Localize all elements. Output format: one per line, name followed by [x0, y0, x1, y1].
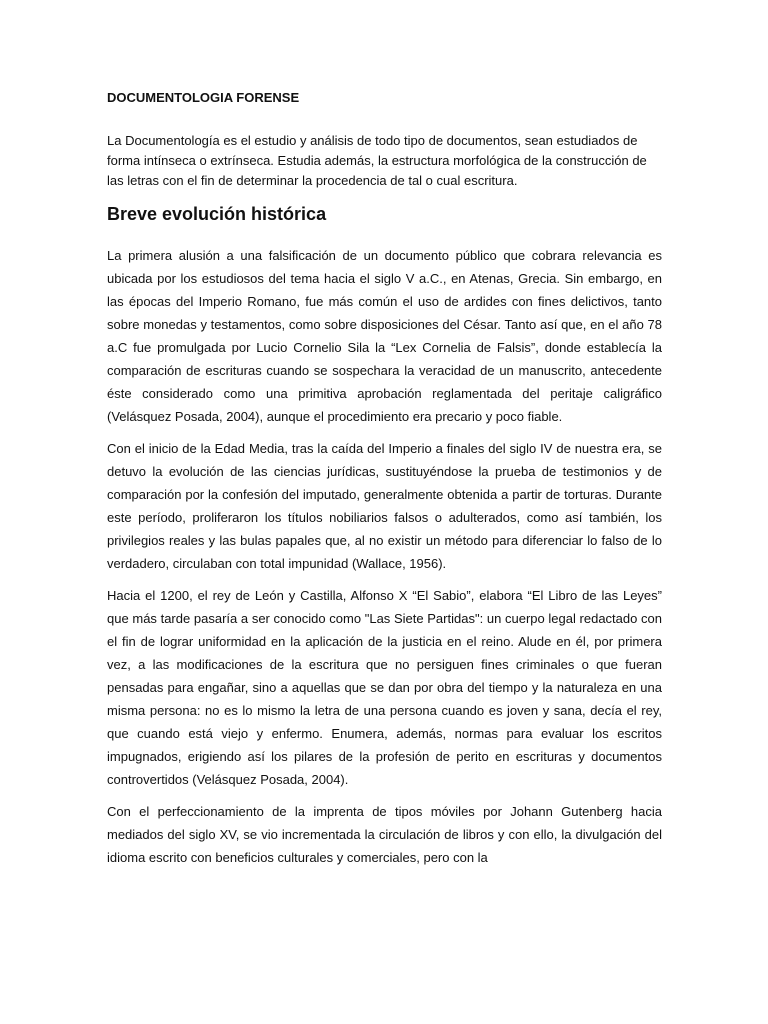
intro-paragraph: La Documentología es el estudio y análisis de todo tipo de documentos, sean estudiados de forma intínseca o extrínseca. Estudia además, la estructura morfológica de la construcción de las letras con el fin de determinar la procedencia de tal o cual escritura.: [107, 133, 647, 188]
paragraph-2: Con el inicio de la Edad Media, tras la caída del Imperio a finales del siglo IV de nuestra era, se detuvo la evolución de las ciencias jurídicas, sustituyéndose la prueba de testimonios y de comparación por la confesión del imputado, generalmente obtenida a partir de torturas. Durante este período, proliferaron los títulos nobiliarios falsos o adulterados, como así también, los privilegios reales y las bulas papales que, al no existir un método para diferenciar lo falso de lo verdadero, circulaban con total impunidad (Wallace, 1956).: [107, 441, 662, 571]
section-heading: Breve evolución histórica: [107, 204, 327, 224]
paragraph-3: Hacia el 1200, el rey de León y Castilla, Alfonso X “El Sabio”, elabora “El Libro de las Leyes” que más tarde pasaría a ser conocido como "Las Siete Partidas": un cuerpo legal redactado con el fin de lograr uniformidad en la aplicación de la justicia en el reino. Alude en él, por primera vez, a las modificaciones de la escritura que no persiguen fines criminales o que fueran pensadas para engañar, sino a aquellas que se dan por obra del tiempo y la naturaleza en una misma persona: no es lo mismo la letra de una persona cuando es joven y sana, decía el rey, que cuando está viejo y enfermo. Enumera, además, normas para evaluar los escritos impugnados, erigiendo así los pilares de la profesión de perito en escrituras y documentos controvertidos (Velásquez Posada, 2004).: [107, 588, 662, 787]
paragraph-4: Con el perfeccionamiento de la imprenta de tipos móviles por Johann Gutenberg hacia mediados del siglo XV, se vio incrementada la circulación de libros y con ello, la divulgación del idioma escrito con beneficios culturales y comerciales, pero con la: [107, 804, 662, 865]
document-title: DOCUMENTOLOGIA FORENSE: [107, 90, 300, 105]
document-page: [107, 88, 662, 878]
paragraph-1: La primera alusión a una falsificación de un documento público que cobrara relevancia es ubicada por los estudiosos del tema hacia el siglo V a.C., en Atenas, Grecia. Sin embargo, en las épocas del Imperio Romano, fue más común el uso de ardides con fines delictivos, tanto sobre monedas y testamentos, como sobre disposiciones del César. Tanto así que, en el año 78 a.C fue promulgada por Lucio Cornelio Sila la “Lex Cornelia de Falsis”, donde establecía la comparación de escrituras cuando se sospechara la veracidad de un manuscrito, antecedente éste considerado como una primitiva aprobación reglamentada del peritaje caligráfico (Velásquez Posada, 2004), aunque el procedimiento era precario y poco fiable.: [107, 248, 662, 424]
